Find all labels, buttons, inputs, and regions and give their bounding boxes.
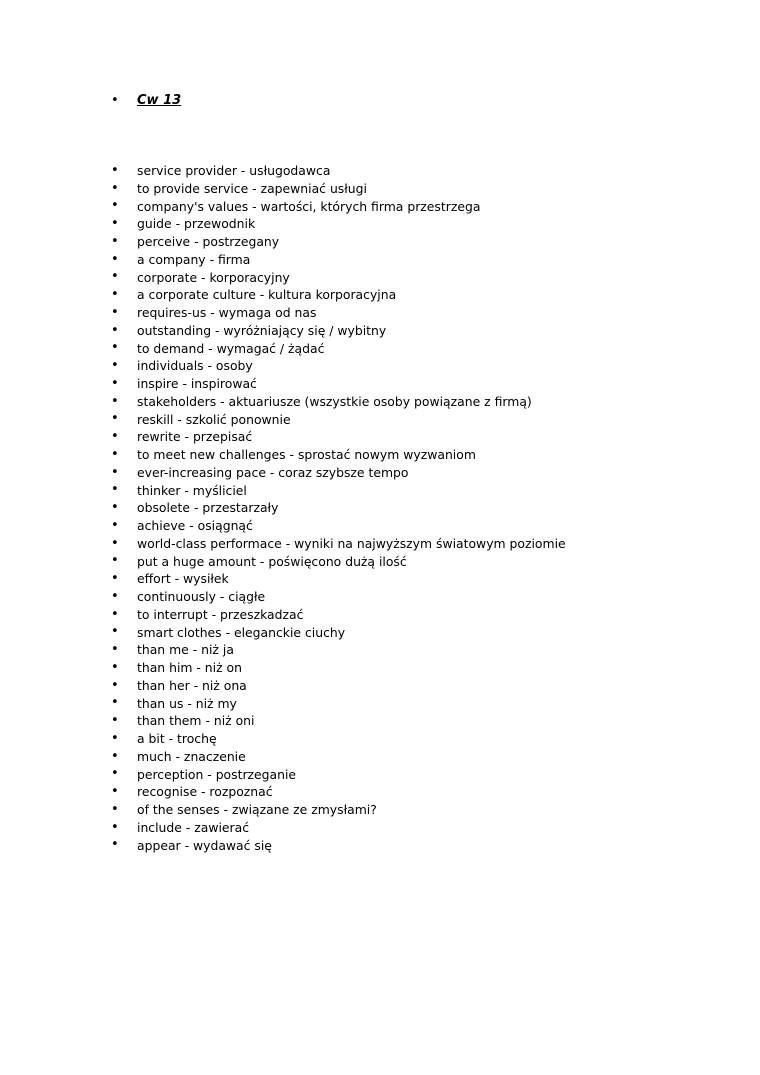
vocabulary-list (111, 162, 566, 854)
vocab-entry-text: of the senses - związane ze zmysłami? (137, 802, 377, 817)
vocab-entry-text: requires-us - wymaga od nas (137, 305, 317, 320)
vocab-entry-text: than her - niż ona (137, 677, 247, 693)
list-item (111, 730, 566, 748)
vocab-entry-text: than us - niż my (137, 695, 237, 711)
vocab-entry-text: service provider - usługodawca (137, 163, 331, 178)
bullet-icon: • (111, 93, 119, 109)
list-item (111, 624, 566, 642)
bullet-icon: • (111, 659, 119, 675)
bullet-icon: • (111, 393, 119, 409)
vocab-entry-text: a company - firma (137, 251, 251, 267)
bullet-icon: • (111, 730, 119, 746)
vocab-entry-text: to meet new challenges - sprostać nowym wyzwaniom (137, 447, 476, 462)
list-item (111, 553, 566, 571)
vocab-entry-text: ever-increasing pace - coraz szybsze tempo (137, 464, 409, 480)
bullet-icon: • (111, 216, 119, 232)
list-item (111, 198, 566, 216)
vocab-entry-text: to interrupt - przeszkadzać (137, 606, 304, 622)
vocab-entry-text: perception - postrzeganie (137, 766, 297, 782)
list-item (111, 340, 566, 358)
bullet-icon: • (111, 358, 119, 374)
bullet-icon: • (111, 517, 119, 533)
bullet-icon: • (111, 535, 119, 551)
list-item (111, 606, 566, 624)
vocab-entry-text: obsolete - przestarzały (137, 500, 279, 516)
vocab-entry-text: recognise - rozpoznać (137, 784, 273, 800)
vocab-entry-text: a corporate culture - kultura korporacyjna (137, 287, 397, 303)
vocab-entry-text: rewrite - przepisać (137, 429, 253, 445)
list-item (111, 393, 566, 411)
bullet-icon: • (111, 500, 119, 516)
bullet-icon: • (111, 287, 119, 303)
bullet-icon: • (111, 819, 119, 835)
vocab-entry-text: effort - wysiłek (137, 571, 229, 587)
vocab-entry-text: a bit - trochę (137, 731, 217, 746)
vocab-entry-text: inspire - inspirować (137, 376, 257, 391)
bullet-icon: • (111, 553, 119, 569)
list-item (111, 215, 566, 233)
bullet-icon: • (111, 624, 119, 640)
vocab-entry-text: stakeholders - aktuariusze (wszystkie osoby powiązane z firmą) (137, 393, 532, 409)
list-item (111, 428, 566, 446)
list-item (111, 375, 566, 393)
bullet-icon: • (111, 322, 119, 338)
vocab-entry-text: reskill - szkolić ponownie (137, 411, 291, 427)
list-item (111, 286, 566, 304)
bullet-icon: • (111, 446, 119, 462)
list-item (111, 570, 566, 588)
list-item (111, 411, 566, 429)
bullet-icon: • (111, 695, 119, 711)
vocab-entry-text: to demand - wymagać / żądać (137, 340, 325, 356)
bullet-icon: • (111, 801, 119, 817)
list-item (111, 819, 566, 837)
vocab-entry-text: outstanding - wyróżniający się / wybitny (137, 322, 387, 338)
vocab-entry-text: individuals - osoby (137, 358, 253, 374)
list-item (111, 464, 566, 482)
vocab-entry-text: much - znaczenie (137, 748, 246, 764)
vocab-entry-text: thinker - myśliciel (137, 482, 247, 498)
bullet-icon: • (111, 233, 119, 249)
vocab-entry-text: continuously - ciągłe (137, 589, 266, 604)
vocab-entry-text: than me - niż ja (137, 642, 234, 658)
list-item (111, 322, 566, 340)
list-item (111, 712, 566, 730)
vocab-entry-text: appear - wydawać się (137, 837, 272, 853)
list-item (111, 446, 566, 464)
bullet-icon: • (111, 482, 119, 498)
list-item (111, 357, 566, 375)
vocab-entry-text: smart clothes - eleganckie ciuchy (137, 624, 346, 640)
bullet-icon: • (111, 162, 119, 178)
list-item (111, 677, 566, 695)
list-item (111, 233, 566, 251)
bullet-icon: • (111, 411, 119, 427)
vocab-entry-text: company's values - wartości, których firma przestrzega (137, 198, 481, 214)
list-item (111, 588, 566, 606)
bullet-icon: • (111, 713, 119, 729)
bullet-icon: • (111, 198, 119, 214)
bullet-icon: • (111, 642, 119, 658)
list-item (111, 641, 566, 659)
bullet-icon: • (111, 269, 119, 285)
vocab-entry-text: than them - niż oni (137, 713, 255, 729)
vocab-entry-text: guide - przewodnik (137, 216, 256, 232)
list-item (111, 748, 566, 766)
bullet-icon: • (111, 464, 119, 480)
list-item (111, 535, 566, 553)
list-item (111, 304, 566, 322)
list-item (111, 517, 566, 535)
vocab-entry-text: to provide service - zapewniać usługi (137, 180, 367, 196)
vocab-entry-text: world-class performace - wyniki na najwyższym światowym poziomie (137, 535, 566, 551)
vocab-entry-text: include - zawierać (137, 819, 250, 835)
list-item (111, 269, 566, 287)
list-item (111, 482, 566, 500)
vocab-entry-text: corporate - korporacyjny (137, 269, 290, 285)
list-item (111, 180, 566, 198)
list-item (111, 837, 566, 855)
vocab-entry-text: achieve - osiągnąć (137, 518, 253, 533)
bullet-icon: • (111, 180, 119, 196)
bullet-icon: • (111, 606, 119, 622)
bullet-icon: • (111, 766, 119, 782)
vocab-entry-text: put a huge amount - poświęcono dużą ilość (137, 553, 407, 569)
vocab-entry-text: than him - niż on (137, 660, 242, 675)
list-item (111, 251, 566, 269)
list-item (111, 801, 566, 819)
bullet-icon: • (111, 429, 119, 445)
bullet-icon: • (111, 837, 119, 853)
list-item (111, 766, 566, 784)
bullet-icon: • (111, 588, 119, 604)
bullet-icon: • (111, 251, 119, 267)
bullet-icon: • (111, 784, 119, 800)
bullet-icon: • (111, 677, 119, 693)
vocab-entry-text: perceive - postrzegany (137, 234, 280, 249)
list-item (111, 783, 566, 801)
bullet-icon: • (111, 375, 119, 391)
list-item (111, 162, 566, 180)
list-item (111, 659, 566, 677)
bullet-icon: • (111, 340, 119, 356)
page-title: Cw 13 (137, 93, 182, 108)
list-item (111, 695, 566, 713)
bullet-icon: • (111, 571, 119, 587)
heading-row (111, 92, 181, 110)
bullet-icon: • (111, 748, 119, 764)
list-item (111, 499, 566, 517)
bullet-icon: • (111, 304, 119, 320)
